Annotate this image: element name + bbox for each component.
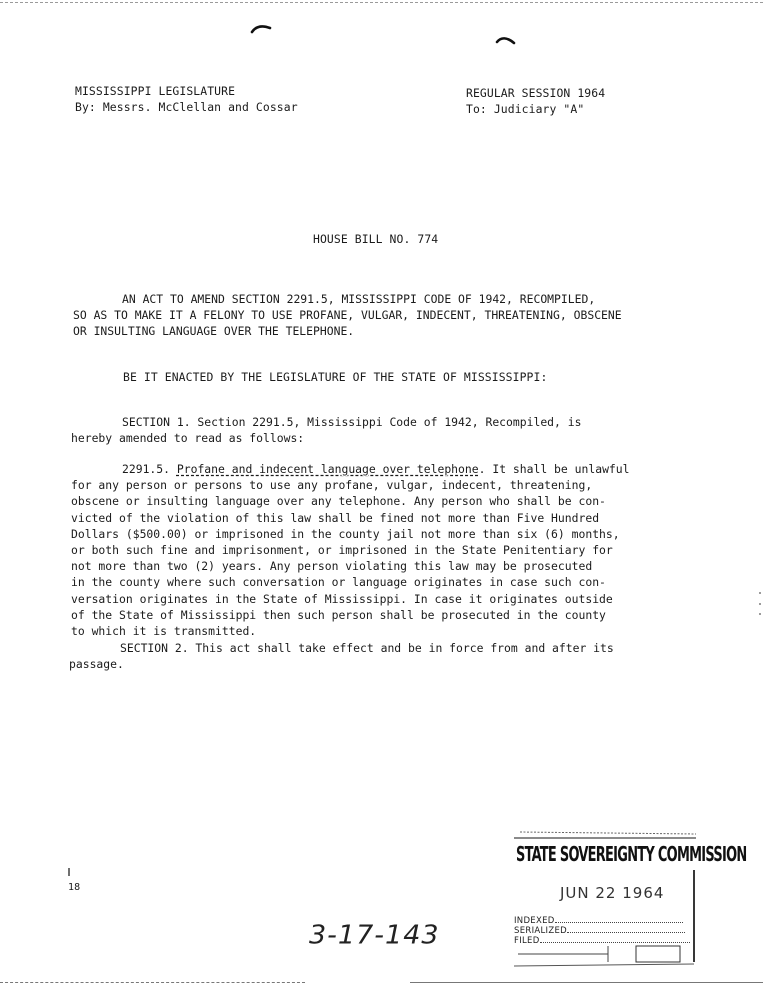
top-edge-dashes — [0, 2, 763, 3]
bottom-rule-right — [410, 982, 763, 983]
stamp-indexed-label: INDEXED — [514, 916, 555, 926]
bill-title: HOUSE BILL NO. 774 — [313, 232, 439, 246]
margin-number: 18 — [68, 882, 81, 893]
section-2-line-1: SECTION 2. This act shall take effect and be in force from and after its — [120, 641, 614, 655]
stamp-indexed — [514, 916, 683, 926]
check-mark-left — [250, 22, 272, 36]
bottom-rule-left — [0, 982, 305, 983]
statute-line-9: of the State of Mississippi then such person shall be prosecuted in the county — [71, 607, 606, 622]
legislature-label: MISSISSIPPI LEGISLATURE — [75, 84, 236, 98]
section-1-line-1: SECTION 1. Section 2291.5, Mississippi Code of 1942, Recompiled, is — [122, 415, 582, 429]
sovereignty-commission-stamp — [508, 828, 747, 968]
statute-line-4: Dollars ($500.00) or imprisoned in the county jail not more than six (6) months, — [71, 526, 620, 541]
stamp-filed-dots — [540, 936, 690, 943]
handwritten-file-number: 3-17-143 — [309, 920, 440, 951]
stamp-serialized-label: SERIALIZED — [514, 926, 567, 936]
statute-number: 2291.5. — [122, 462, 177, 476]
enacting-clause: BE IT ENACTED BY THE LEGISLATURE OF THE STATE OF MISSISSIPPI: — [123, 370, 548, 384]
sponsors-line: By: Messrs. McClellan and Cossar — [75, 100, 298, 114]
section-1-line-2: hereby amended to read as follows: — [71, 431, 305, 446]
statute-line-7: in the county where such conversation or language originates in case such con- — [71, 575, 606, 590]
check-mark-right — [495, 34, 517, 48]
stamp-date: JUN 22 1964 — [560, 884, 665, 902]
stamp-indexed-dots — [555, 916, 683, 923]
stamp-title: STATE SOVEREIGNTY COMMISSION — [516, 842, 747, 866]
section-1 — [71, 414, 676, 446]
statute-line-3: victed of the violation of this law shall be fined not more than Five Hundred — [71, 510, 600, 525]
act-title — [73, 291, 678, 340]
act-title-line-1: AN ACT TO AMEND SECTION 2291.5, MISSISSIPPI CODE OF 1942, RECOMPILED, — [122, 292, 596, 306]
stamp-filed — [514, 936, 690, 946]
statute-line-10: to which it is transmitted. — [71, 624, 257, 639]
statute-line-5: or both such fine and imprisonment, or imprisoned in the State Penitentiary for — [71, 543, 613, 558]
statute-line-6: not more than two (2) years. Any person violating this law may be prosecuted — [71, 559, 593, 574]
stamp-serialized-dots — [567, 926, 685, 933]
statute-first-line — [71, 461, 676, 477]
statute-text — [71, 461, 676, 639]
stamp-filed-label: FILED — [514, 936, 540, 946]
statute-line-2: obscene or insulting language over any telephone. Any person who shall be con- — [71, 494, 606, 509]
section-2-line-2: passage. — [69, 657, 124, 672]
stamp-serialized — [514, 926, 685, 936]
statute-line-1: for any person or persons to use any profane, vulgar, indecent, threatening, — [71, 478, 593, 493]
margin-specks — [758, 590, 763, 620]
session-label: REGULAR SESSION 1964 — [466, 86, 606, 100]
statute-heading: Profane and indecent language over telephone — [176, 462, 479, 476]
act-title-line-2: SO AS TO MAKE IT A FELONY TO USE PROFANE, VULGAR, INDECENT, THREATENING, OBSCENE — [73, 308, 622, 323]
act-title-line-3: OR INSULTING LANGUAGE OVER THE TELEPHONE. — [73, 324, 355, 339]
left-margin-tick — [66, 866, 72, 880]
statute-first-line-rest: . It shall be unlawful — [478, 462, 630, 476]
section-2 — [69, 640, 674, 672]
statute-line-8: versation originates in the State of Mississippi. In case it originates outside — [71, 591, 613, 606]
committee-line: To: Judiciary "A" — [466, 102, 585, 116]
